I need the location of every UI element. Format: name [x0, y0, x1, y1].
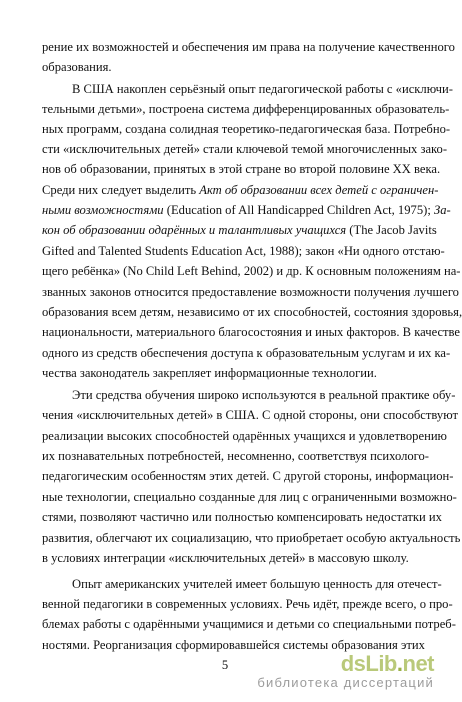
watermark-logo-dot: .	[396, 651, 403, 676]
watermark-logo-tld: net	[402, 651, 434, 676]
text-span: Среди них следует выделить	[42, 183, 197, 197]
watermark-subtitle: библиотека диссертаций	[257, 675, 434, 690]
text-line: блемах работы с одарёнными учащимися и детьми со специальными потреб-	[42, 617, 456, 631]
law-title: ными возможностями	[42, 203, 164, 217]
law-title: Акт об образовании всех детей с ограничен-	[199, 183, 439, 197]
text-line: ных программ, создана солидная теоретико-педагогическая база. Потребно-	[42, 122, 451, 136]
text-line: чества законодатель закрепляет информационные технологии.	[42, 366, 377, 380]
text-line: их познавательных потребностей, несомненно, соответствуя психолого-	[42, 449, 430, 463]
text-line: ные технологии, специально созданные для лиц с ограниченными возможно-	[42, 490, 457, 504]
dslib-watermark	[257, 652, 434, 690]
text-line: образования всем детям, независимо от их способностей, состояния здоровья,	[42, 305, 462, 319]
text-line: В США накоплен серьёзный опыт педагогической работы с «исключи-	[72, 82, 453, 96]
page-number: 5	[221, 658, 229, 672]
text-line: щего ребёнка» (No Child Left Behind, 2002) и др. К основным положениям на-	[42, 264, 461, 278]
text-line: Gifted and Talented Students Education Act, 1988); закон «Ни одного отстаю-	[42, 244, 445, 258]
text-span: (The Jacob Javits	[346, 223, 437, 237]
text-line: одного из средств обеспечения доступа к образовательным услугам и их ка-	[42, 346, 451, 360]
watermark-logo	[257, 652, 434, 676]
text-line: тельными детьми», построена система дифференцированных образователь-	[42, 102, 450, 116]
text-line: чения «исключительных детей» в США. С одной стороны, они способствуют	[42, 408, 458, 422]
text-line: национальности, материального благосостояния и иных факторов. В качестве	[42, 325, 461, 339]
text-line: Опыт американских учителей имеет большую ценность для отечест-	[72, 577, 442, 591]
text-line: званных законов относится предоставление возможности получения лучшего	[42, 285, 459, 299]
text-line	[42, 222, 437, 238]
text-span: (Education of All Handicapped Children Act, 1975);	[163, 203, 431, 217]
text-line: нов об образовании, принятых в этой стране во второй половине XX века.	[42, 162, 441, 176]
watermark-logo-main: dsLib	[340, 651, 397, 676]
text-line: развития, облегчают их социализацию, что приобретает особую актуальность	[42, 531, 461, 545]
text-line: сти «исключительных детей» стали ключевой темой многочисленных зако-	[42, 142, 448, 156]
text-line: реализации высоких способностей одарённых учащихся и удовлетворению	[42, 429, 447, 443]
text-line: образования.	[42, 60, 112, 74]
text-line	[42, 202, 451, 218]
text-line: ностями. Реорганизация сформировавшейся системы образования этих	[42, 638, 425, 652]
text-line: Эти средства обучения широко используются в реальной практике обу-	[72, 388, 456, 402]
text-line: педагогическим особенностям этих детей. С другой стороны, информацион-	[42, 469, 454, 483]
text-line: рение их возможностей и обеспечения им права на получение качественного	[42, 40, 455, 54]
text-line: венной педагогики в современных условиях. Речь идёт, прежде всего, о про-	[42, 597, 453, 611]
text-line: стями, позволяют частично или полностью компенсировать недостатки их	[42, 510, 442, 524]
law-title: кон об образовании одарённых и талантливых учащихся	[42, 223, 347, 237]
text-line: в условиях интеграции «исключительных детей» в массовую школу.	[42, 551, 409, 565]
law-title: За-	[433, 203, 451, 217]
text-line	[42, 182, 439, 198]
